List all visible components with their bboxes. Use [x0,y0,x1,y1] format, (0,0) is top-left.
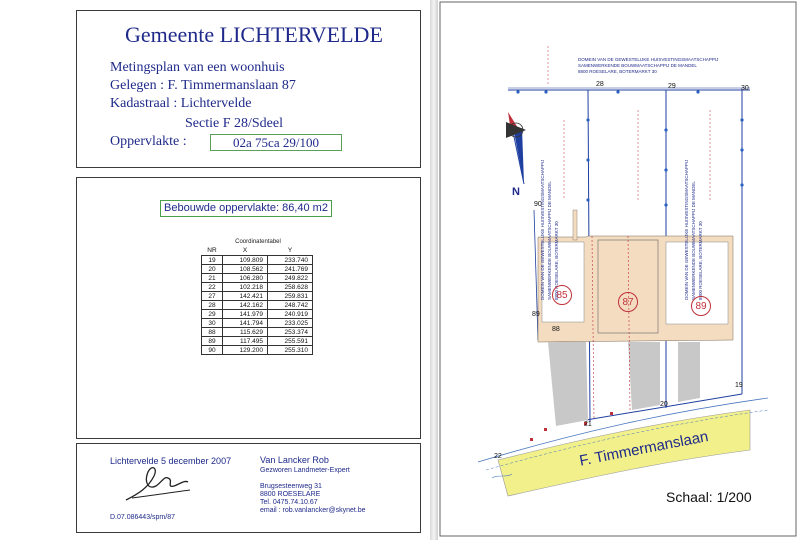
coord-y: 259.831 [268,292,313,301]
owner-top: SAMENWERKENDE BOUWMAATSCHAPPIJ DE MANDEL [578,63,697,68]
point-label: 20 [660,401,668,408]
coord-y: 233.025 [268,319,313,328]
table-row [202,310,313,319]
coord-x: 102.218 [223,283,268,292]
coord-y: 258.628 [268,283,313,292]
driveway-85 [548,342,588,426]
coordinates-table [201,246,313,355]
survey-type: Metingsplan van een woonhuis [110,60,285,75]
phone: Tel. 0475.74.10.67 [260,499,318,506]
point-label: 90 [534,201,542,208]
coord-x: 142.421 [223,292,268,301]
coord-y: 253.374 [268,328,313,337]
table-row [202,346,313,355]
point-label: 29 [668,83,676,90]
signature [118,460,193,505]
point-label: 88 [552,326,560,333]
coord-x: 142.162 [223,301,268,310]
coord-x: 106.280 [223,274,268,283]
place-date: Lichtervelde 5 december 2007 [110,456,232,466]
table-row [202,265,313,274]
coord-y: 255.591 [268,337,313,346]
coord-nr: 90 [202,346,223,355]
coord-y: 233.740 [268,256,313,265]
driveway-87 [628,342,660,410]
surveyor-name: Van Lancker Rob [260,455,329,465]
north-label: N [512,186,520,198]
coord-x: 108.562 [223,265,268,274]
table-row [202,337,313,346]
owner-right: SAMENWERKENDE BOUWMAATSCHAPPIJ DE MANDEL [691,181,696,300]
column-header: Y [287,247,293,254]
coord-y: 241.769 [268,265,313,274]
coord-nr: 19 [202,256,223,265]
column-header: X [242,247,248,254]
page-title: Gemeente LICHTERVELDE [125,22,383,47]
built-area: Bebouwde oppervlakte: 86,40 m2 [160,200,332,217]
surveyor-title: Gezworen Landmeter-Expert [260,467,350,474]
point-label: 21 [584,421,592,428]
coord-nr: 20 [202,265,223,274]
cadastre: Kadastraal : Lichtervelde [110,96,252,111]
coord-nr: 29 [202,310,223,319]
table-row [202,319,313,328]
owner-left: SAMENWERKENDE BOUWMAATSCHAPPIJ DE MANDEL [547,181,552,300]
coord-nr: 28 [202,301,223,310]
table-row [202,256,313,265]
point-label: 19 [735,382,743,389]
table-row [202,283,313,292]
scale-label: Schaal: 1/200 [666,489,752,505]
coord-x: 141.794 [223,319,268,328]
owner-left: DOMEIN VAN DE GEWESTELIJKE HUISVESTINGSMAATSCHAPPIJ [540,159,545,300]
parcel-boundary [534,210,538,340]
coord-nr: 30 [202,319,223,328]
section: Sectie F 28/Sdeel [185,116,283,131]
area-value: 02a 75ca 29/100 [210,134,342,151]
coord-x: 109.809 [223,256,268,265]
coord-nr: 88 [202,328,223,337]
parcel-extension [573,210,577,240]
point-label: 28 [596,81,604,88]
page-gutter [430,0,438,540]
coordinates-title: Coordinatentabel [235,239,281,245]
table-row [202,328,313,337]
owner-top: 8800 ROESELARE, BOTERMARKT 30 [578,69,657,74]
house-number: 87 [618,292,638,312]
table-row [202,274,313,283]
email: email : rob.vanlancker@skynet.be [260,507,366,514]
house-number: 89 [691,296,711,316]
coord-y: 240.919 [268,310,313,319]
house-number: 85 [552,285,572,305]
coord-nr: 22 [202,283,223,292]
coord-nr: 27 [202,292,223,301]
coord-nr: 21 [202,274,223,283]
column-header: NR [207,247,217,254]
table-row [202,301,313,310]
point-label: 30 [741,85,749,92]
point-label: 89 [532,311,540,318]
reference: D.07.086443/spm/87 [110,514,175,521]
coord-y: 248.742 [268,301,313,310]
coord-y: 255.310 [268,346,313,355]
table-row [202,292,313,301]
street-name: F. Timmermanslaan [578,428,710,470]
coord-x: 117.495 [223,337,268,346]
coord-y: 249.822 [268,274,313,283]
owner-right: DOMEIN VAN DE GEWESTELIJKE HUISVESTINGSMAATSCHAPPIJ [684,159,689,300]
coord-x: 141.979 [223,310,268,319]
coord-nr: 89 [202,337,223,346]
location: Gelegen : F. Timmermanslaan 87 [110,78,296,93]
owner-left: 8800 ROESELARE, BOTERMARKT 30 [554,221,559,300]
owner-right: 8800 ROESELARE, BOTERMARKT 30 [698,221,703,300]
area-label: Oppervlakte : [110,134,187,149]
coord-x: 129.200 [223,346,268,355]
coord-x: 115.629 [223,328,268,337]
owner-top: DOMEIN VAN DE GEWESTELIJKE HUISVESTINGSMAATSCHAPPIJ [578,57,719,62]
address-street: Brugsesteenweg 31 [260,483,322,490]
north-arrow-icon [506,112,526,184]
address-city: 8800 ROESELARE [260,491,321,498]
point-label: 22 [494,453,502,460]
driveway-89 [678,342,700,402]
